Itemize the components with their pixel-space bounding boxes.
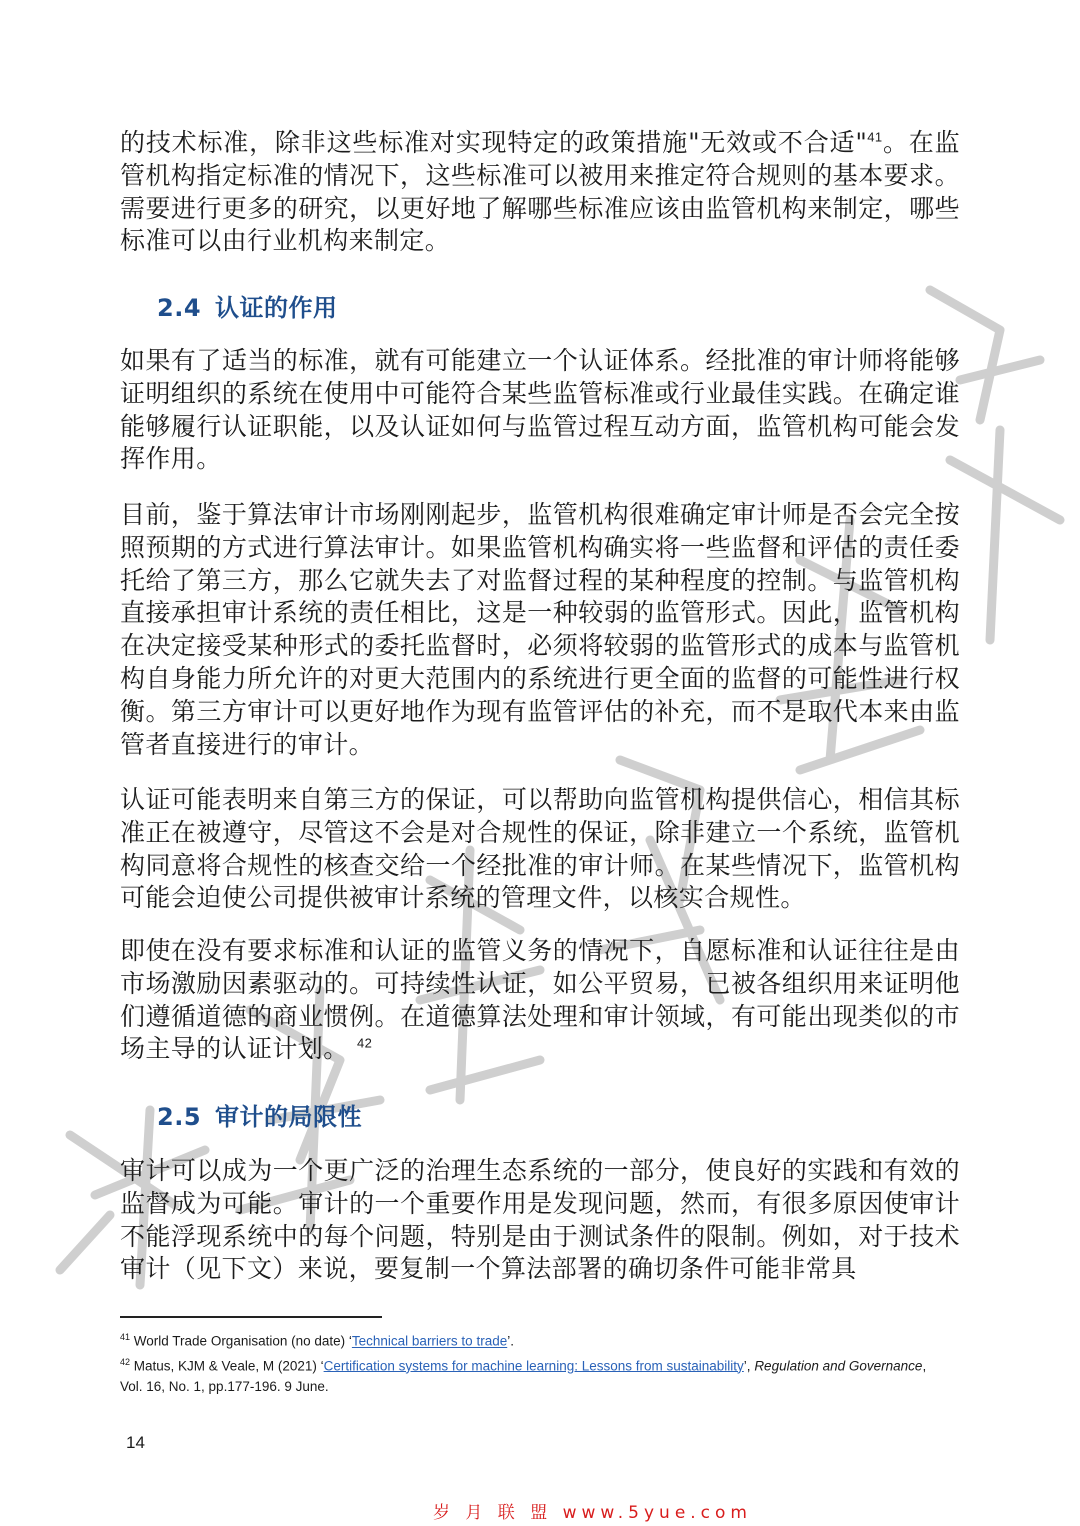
footnote-marker: 41	[120, 1332, 131, 1342]
footnotes	[120, 1327, 940, 1397]
footnote-ref-42[interactable]: 42	[356, 1036, 373, 1052]
paragraph-certification-3: 认证可能表明来自第三方的保证，可以帮助向监管机构提供信心，相信其标准正在被遵守，尽管这不会是对合规性的保证，除非建立一个系统，监管机构同意将合规性的核查交给一个经批准的审计师。在某些情况下，监管机构可能会迫使公司提供被审计系统的管理文件，以核实合规性。	[120, 785, 960, 913]
footnote-text: ’,	[743, 1358, 755, 1373]
footnote-text: World Trade Organisation (no date) ‘	[133, 1333, 352, 1349]
footnote-separator	[120, 1316, 382, 1318]
paragraph-text: 即使在没有要求标准和认证的监管义务的情况下，自愿标准和认证往往是由市场激励因素驱动的。可持续性认证，如公平贸易，已被各组织用来证明他们遵循道德的商业惯例。在道德算法处理和审计领域，有可能出现类似的市场主导的认证计划。	[120, 936, 960, 1064]
footnote-marker: 42	[120, 1356, 131, 1367]
section-heading-2-4	[157, 288, 338, 323]
intro-text-rest: 。在监管机构指定标准的情况下，这些标准可以被用来推定符合规则的基本要求。需要进行更多的研究，以更好地了解哪些标准应该由监管机构来制定，哪些标准可以由行业机构来制定。	[120, 128, 960, 256]
section-number: 2.5	[157, 1103, 202, 1131]
paragraph-certification-1: 如果有了适当的标准，就有可能建立一个认证体系。经批准的审计师将能够证明组织的系统在使用中可能符合某些监管标准或行业最佳实践。在确定谁能够履行认证职能，以及认证如何与监管过程互动方面，监管机构可能会发挥作用。	[120, 346, 960, 474]
paragraph-limitations: 审计可以成为一个更广泛的治理生态系统的一部分，使良好的实践和有效的监督成为可能。审计的一个重要作用是发现问题，然而，有很多原因使审计不能浮现系统中的每个问题，特别是由于测试条件的限制。例如，对于技术审计（见下文）来说，要复制一个算法部署的确切条件可能非常具	[120, 1156, 960, 1284]
footnote-link-technical-barriers[interactable]: Technical barriers to trade	[351, 1333, 508, 1349]
intro-text: 的技术标准，除非这些标准对实现特定的政策措施"无效或不合适"	[120, 128, 868, 157]
footnote-link-certification-systems[interactable]: Certification systems for machine learning: Lessons from sustainability	[323, 1358, 744, 1373]
footnote-text: Matus, KJM & Veale, M (2021) ‘	[133, 1358, 324, 1373]
footnote-text: ’.	[507, 1333, 514, 1349]
section-title: 认证的作用	[215, 294, 338, 322]
paragraph-certification-2: 目前，鉴于算法审计市场刚刚起步，监管机构很难确定审计师是否会完全按照预期的方式进行算法审计。如果监管机构确实将一些监督和评估的责任委托给了第三方，那么它就失去了对监督过程的某种程度的控制。与监管机构直接承担审计系统的责任相比，这是一种较弱的监管形式。因此，监管机构在决定接受某种形式的委托监督时，必须将较弱的监管形式的成本与监管机构自身能力所允许的对更大范围内的系统进行更全面的监督的可能性进行权衡。第三方审计可以更好地作为现有监管评估的补充，而不是取代本来由监管者直接进行的审计。	[120, 500, 960, 759]
footnote-text: , Vol. 16, No. 1, pp.177-196. 9 June.	[120, 1358, 927, 1394]
footnote-41	[120, 1327, 940, 1352]
site-watermark-footer[interactable]: 岁 月 联 盟 www.5yue.com	[433, 1503, 752, 1523]
section-heading-2-5	[157, 1097, 362, 1132]
footnote-journal: Regulation and Governance	[754, 1358, 923, 1373]
paragraph-certification-4	[120, 935, 960, 1066]
footnote-ref-41[interactable]: 41	[867, 129, 883, 145]
section-title: 审计的局限性	[215, 1103, 363, 1131]
section-number: 2.4	[157, 294, 202, 322]
page-number: 14	[126, 1433, 145, 1452]
footnote-42	[120, 1352, 940, 1398]
intro-paragraph	[120, 127, 960, 258]
